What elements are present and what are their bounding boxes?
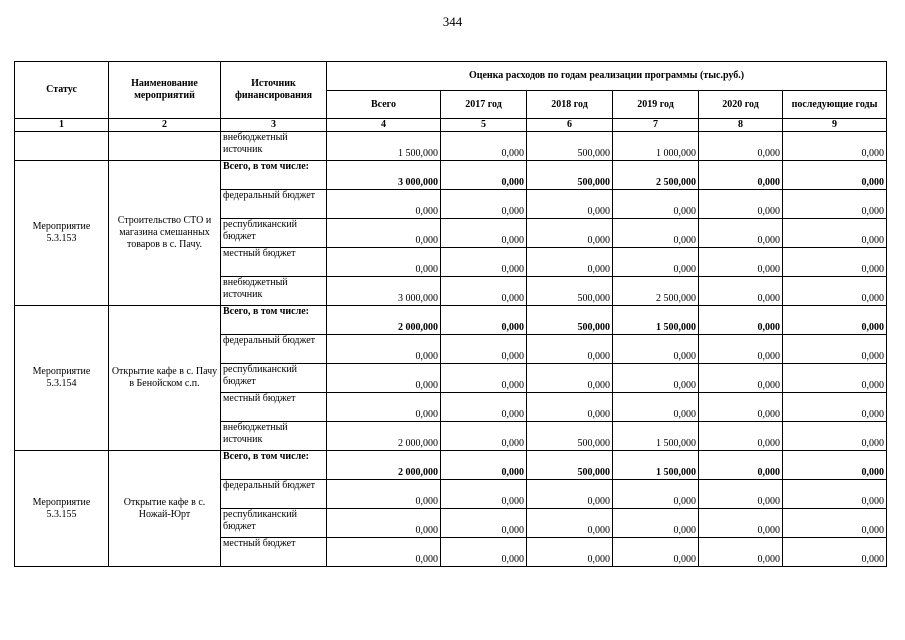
budget-table xyxy=(14,61,887,567)
value-cell: 500,000 xyxy=(527,277,613,306)
value-cell: 0,000 xyxy=(441,132,527,161)
column-number: 8 xyxy=(699,119,783,132)
value-cell: 0,000 xyxy=(327,190,441,219)
value-cell: 0,000 xyxy=(783,306,887,335)
value-cell: 0,000 xyxy=(783,364,887,393)
name-cell: Строительство СТО и магазина смешанных товаров в с. Пачу. xyxy=(109,161,221,306)
value-cell: 0,000 xyxy=(783,190,887,219)
value-cell: 0,000 xyxy=(699,335,783,364)
header-expense-group: Оценка расходов по годам реализации программы (тыс.руб.) xyxy=(327,62,887,91)
value-cell: 1 500,000 xyxy=(613,306,699,335)
value-cell: 0,000 xyxy=(441,451,527,480)
value-cell: 500,000 xyxy=(527,132,613,161)
value-cell: 500,000 xyxy=(527,161,613,190)
source-cell: местный бюджет xyxy=(221,248,327,277)
column-number: 4 xyxy=(327,119,441,132)
value-cell: 0,000 xyxy=(327,219,441,248)
header-name: Наименование мероприятий xyxy=(109,62,221,119)
value-cell: 0,000 xyxy=(441,480,527,509)
source-cell: внебюджетный источник xyxy=(221,277,327,306)
source-cell: Всего, в том числе: xyxy=(221,306,327,335)
value-cell: 0,000 xyxy=(613,364,699,393)
value-cell: 0,000 xyxy=(699,277,783,306)
source-cell: федеральный бюджет xyxy=(221,335,327,364)
value-cell: 0,000 xyxy=(441,335,527,364)
source-cell: федеральный бюджет xyxy=(221,190,327,219)
column-number: 1 xyxy=(15,119,109,132)
value-cell: 2 000,000 xyxy=(327,306,441,335)
source-cell: местный бюджет xyxy=(221,538,327,567)
table-row xyxy=(15,132,887,161)
value-cell: 0,000 xyxy=(699,306,783,335)
header-status: Статус xyxy=(15,62,109,119)
value-cell: 0,000 xyxy=(327,538,441,567)
value-cell: 0,000 xyxy=(527,219,613,248)
value-cell: 0,000 xyxy=(441,364,527,393)
source-cell: местный бюджет xyxy=(221,393,327,422)
value-cell: 0,000 xyxy=(441,277,527,306)
value-cell: 0,000 xyxy=(783,248,887,277)
value-cell: 0,000 xyxy=(441,538,527,567)
value-cell: 0,000 xyxy=(327,509,441,538)
value-cell: 0,000 xyxy=(527,393,613,422)
value-cell: 1 000,000 xyxy=(613,132,699,161)
column-number: 9 xyxy=(783,119,887,132)
column-number: 7 xyxy=(613,119,699,132)
source-cell: республиканский бюджет xyxy=(221,219,327,248)
header-source: Источник финансирования xyxy=(221,62,327,119)
source-cell: федеральный бюджет xyxy=(221,480,327,509)
value-cell: 2 000,000 xyxy=(327,451,441,480)
value-cell: 0,000 xyxy=(699,364,783,393)
value-cell: 500,000 xyxy=(527,306,613,335)
value-cell: 0,000 xyxy=(327,335,441,364)
value-cell: 0,000 xyxy=(699,190,783,219)
column-number: 5 xyxy=(441,119,527,132)
value-cell: 0,000 xyxy=(441,161,527,190)
table-row xyxy=(15,161,887,190)
name-cell xyxy=(109,132,221,161)
value-cell: 0,000 xyxy=(441,509,527,538)
source-cell: Всего, в том числе: xyxy=(221,451,327,480)
header-2020: 2020 год xyxy=(699,91,783,119)
value-cell: 3 000,000 xyxy=(327,277,441,306)
value-cell: 500,000 xyxy=(527,422,613,451)
value-cell: 0,000 xyxy=(699,480,783,509)
source-cell: Всего, в том числе: xyxy=(221,161,327,190)
value-cell: 0,000 xyxy=(441,219,527,248)
name-cell: Открытие кафе в с. Пачу в Бенойском с.п. xyxy=(109,306,221,451)
value-cell: 2 500,000 xyxy=(613,161,699,190)
source-cell: внебюджетный источник xyxy=(221,132,327,161)
table-row xyxy=(15,306,887,335)
value-cell: 1 500,000 xyxy=(613,422,699,451)
value-cell: 0,000 xyxy=(783,538,887,567)
header-total: Всего xyxy=(327,91,441,119)
value-cell: 2 500,000 xyxy=(613,277,699,306)
status-cell xyxy=(15,132,109,161)
value-cell: 0,000 xyxy=(527,480,613,509)
source-cell: республиканский бюджет xyxy=(221,509,327,538)
value-cell: 0,000 xyxy=(783,335,887,364)
value-cell: 2 000,000 xyxy=(327,422,441,451)
source-cell: внебюджетный источник xyxy=(221,422,327,451)
source-cell: республиканский бюджет xyxy=(221,364,327,393)
value-cell: 0,000 xyxy=(327,248,441,277)
value-cell: 0,000 xyxy=(699,422,783,451)
value-cell: 0,000 xyxy=(783,132,887,161)
status-cell: Мероприятие 5.3.154 xyxy=(15,306,109,451)
value-cell: 0,000 xyxy=(613,335,699,364)
value-cell: 0,000 xyxy=(441,422,527,451)
name-cell: Открытие кафе в с. Ножай-Юрт xyxy=(109,451,221,567)
column-number-row xyxy=(15,119,887,132)
value-cell: 0,000 xyxy=(527,538,613,567)
value-cell: 1 500,000 xyxy=(613,451,699,480)
header-2017: 2017 год xyxy=(441,91,527,119)
status-cell: Мероприятие 5.3.155 xyxy=(15,451,109,567)
value-cell: 0,000 xyxy=(613,480,699,509)
value-cell: 0,000 xyxy=(327,393,441,422)
value-cell: 0,000 xyxy=(699,219,783,248)
value-cell: 0,000 xyxy=(783,509,887,538)
column-number: 3 xyxy=(221,119,327,132)
value-cell: 0,000 xyxy=(783,219,887,248)
value-cell: 0,000 xyxy=(527,335,613,364)
value-cell: 0,000 xyxy=(699,509,783,538)
value-cell: 500,000 xyxy=(527,451,613,480)
value-cell: 0,000 xyxy=(441,393,527,422)
value-cell: 0,000 xyxy=(699,393,783,422)
value-cell: 0,000 xyxy=(699,161,783,190)
value-cell: 0,000 xyxy=(527,248,613,277)
value-cell: 0,000 xyxy=(327,480,441,509)
header-later-years: последующие годы xyxy=(783,91,887,119)
value-cell: 0,000 xyxy=(441,190,527,219)
value-cell: 0,000 xyxy=(441,306,527,335)
value-cell: 0,000 xyxy=(613,509,699,538)
value-cell: 0,000 xyxy=(527,190,613,219)
value-cell: 0,000 xyxy=(699,451,783,480)
value-cell: 0,000 xyxy=(783,480,887,509)
value-cell: 0,000 xyxy=(783,393,887,422)
column-number: 6 xyxy=(527,119,613,132)
value-cell: 0,000 xyxy=(327,364,441,393)
value-cell: 0,000 xyxy=(783,161,887,190)
page-number: 344 xyxy=(442,14,463,29)
header-2018: 2018 год xyxy=(527,91,613,119)
status-cell: Мероприятие 5.3.153 xyxy=(15,161,109,306)
value-cell: 0,000 xyxy=(699,132,783,161)
value-cell: 0,000 xyxy=(613,538,699,567)
value-cell: 0,000 xyxy=(613,393,699,422)
value-cell: 0,000 xyxy=(613,248,699,277)
value-cell: 0,000 xyxy=(699,538,783,567)
value-cell: 0,000 xyxy=(783,422,887,451)
value-cell: 0,000 xyxy=(527,509,613,538)
value-cell: 0,000 xyxy=(699,248,783,277)
value-cell: 0,000 xyxy=(783,277,887,306)
table-row xyxy=(15,451,887,480)
value-cell: 3 000,000 xyxy=(327,161,441,190)
value-cell: 0,000 xyxy=(441,248,527,277)
value-cell: 0,000 xyxy=(613,190,699,219)
header-2019: 2019 год xyxy=(613,91,699,119)
table-body xyxy=(15,132,887,567)
value-cell: 0,000 xyxy=(527,364,613,393)
value-cell: 0,000 xyxy=(613,219,699,248)
column-number: 2 xyxy=(109,119,221,132)
value-cell: 1 500,000 xyxy=(327,132,441,161)
value-cell: 0,000 xyxy=(783,451,887,480)
